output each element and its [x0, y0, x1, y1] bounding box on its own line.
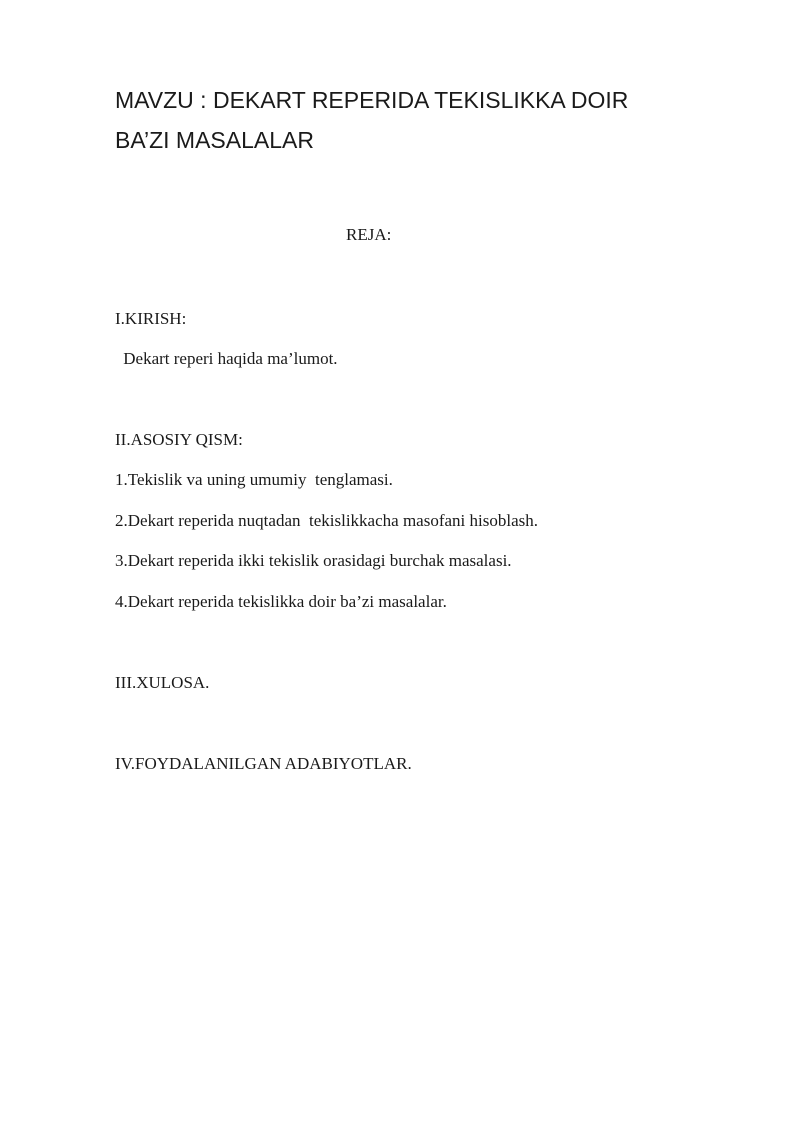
title-line-1: MAVZU : DEKART REPERIDA TEKISLIKKA DOIR — [115, 87, 629, 113]
main-part-item-2: 2.Dekart reperida nuqtadan tekislikkacha masofani hisoblash. — [115, 511, 538, 530]
plan-heading: REJA: — [346, 225, 392, 244]
title-line-2: BA’ZI MASALALAR — [115, 127, 314, 153]
section-heading-references: IV.FOYDALANILGAN ADABIYOTLAR. — [115, 754, 412, 773]
introduction-item: Dekart reperi haqida ma’lumot. — [119, 349, 338, 368]
section-heading-main-part: II.ASOSIY QISM: — [115, 430, 243, 449]
section-heading-conclusion: III.XULOSA. — [115, 673, 210, 692]
page-title — [115, 80, 735, 160]
main-part-item-3: 3.Dekart reperida ikki tekislik orasidagi burchak masalasi. — [115, 551, 512, 570]
main-part-item-1: 1.Tekislik va uning umumiy tenglamasi. — [115, 470, 393, 489]
section-heading-introduction: I.KIRISH: — [115, 309, 187, 328]
main-part-item-4: 4.Dekart reperida tekislikka doir ba’zi masalalar. — [115, 592, 447, 611]
